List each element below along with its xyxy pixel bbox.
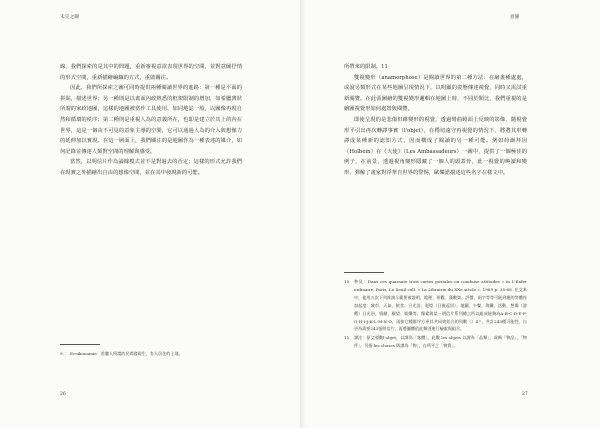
left-page-number: 26: [60, 392, 66, 397]
footnote-11: [344, 334, 527, 350]
footnote-text: 譯注：原文要數l'objet，以譯為「客體」，此數 les objets 以譯為「品類」，或稱「物品」，「物件」，另指 les choses 則譯為「物」，自所平之「物質」。: [354, 335, 527, 349]
right-paragraph-1: 所帶來的限制。11: [344, 64, 388, 70]
footnote-text: Ecoikonomie：希臘人所謂的民間發現生，有人居住的土地。: [70, 351, 183, 356]
footnote-10: [344, 278, 527, 333]
left-body-text: [60, 62, 242, 179]
right-paragraph-2: 雙視變形（anamorphose）是閱讀世界的第二種方法：在繪畫種處處，或說另類形式在某些地圖呈現情況下，以明顯的姿態傳達視覺，同時又需試重新閱覽。在此張圖繪的雙視變形邏輯在地圖上時，不同於類比，我們重視的是繪圖視覺形如何處置與閱覽。: [344, 74, 527, 113]
left-paragraph-2: 因此，我們所探索之圖可同時提供兩種閱讀世界的進路：第一種是平面的拼貼，描述世界；另一種則是以畫面內政熱悉的框架限制的增加，如希臘薄狀所謂的家政地圖，這樣的地圖被當作工具使用，如同地誌一般，以圖像再現自然和循環的秩序；第二種則是重視人為的意義所在，也即是建立於其上的內在世界，這是一個由不可見的意象主導的空間，它可以通過人為的介入與想像力的延伸加以實現。在這一層面上，我們關注的是地圖作為一種表達的媒介，如何記錄並傳達人類對空間的理解與感受。: [60, 85, 242, 155]
footnote-number: 10.: [344, 279, 351, 284]
left-paragraph-3: 當然，以明信片作為論據模式並不是對過去的否定；這樣的形式允許我們在現實之外描繪出自由的想像空間，並在其中發現新的可能。: [60, 159, 242, 176]
right-footnotes: [344, 278, 527, 351]
left-footnotes: [60, 350, 242, 359]
right-footnote-rule: [344, 272, 384, 273]
left-footnote-rule: [60, 344, 100, 345]
footnote-text: 參見：Dans ces quarante trois cartes postales on conduise attitudes » in L'Enfer ordinaire, Paris, Le Seuil coll. « La Librairie du XXe siècle », 1989 p. 35-68. 在文本中，他用五次下列推演示範要被證明，地理、景觀、漢數第、評價、兩字等等可能到應的等體符加起度：城市、天氣、飲食、日光浴、電燈（日後返回）、地圖、午餐、海灘、活動、想像（游戲）日光浴、情緒、願望、娛樂等，像素與某一明信片系列總之所以組成能夠為A-B-C-D-E-F-G-H-I-J-K-L-M-N-O，再按它種群序方更其共同效結合的列數（）4^，共計243種可能性，自更為需要243張明信片，再將圖體依此類別進行檢索與組合。: [354, 279, 527, 332]
footnote-number: 9.: [60, 351, 64, 356]
left-paragraph-1: 線，我們探索的是其中的問題，重新審視意欲表現世界的空間，並對意圖抒情的形式空間，重新描繪編織的方式，重啟關注。: [60, 64, 242, 81]
right-page: [300, 0, 600, 428]
right-running-head: 意圖: [510, 15, 520, 20]
footnote-9: [60, 350, 242, 358]
right-page-number: 27: [522, 392, 528, 397]
left-running-head: 未完之圖: [60, 15, 80, 20]
right-paragraph-3: 即使呈現的是悲傷但維變形的視覺，透過彎曲鏡面上反映的影像，隨視覺形平引出再次轉譯事實（l'objet），在穩切遠守再視覺的情況下，將將其形轉譯成某種新的認知方式，因而構成了閱讀的另一種可能。例如荷爾拜因（Holbein）在《大使》（Les Ambassadeurs）一圖中，提供了一個極佳的例子，在前景，透過視角變形隱藏了一個人的頭蓋骨，此一視覺的喚讀和變形，彈解了畫家對浮華自世界的警惕，歐樂諾描述這些名字在樣文中。: [344, 116, 527, 176]
footnote-number: 11.: [344, 335, 351, 341]
right-body-text: [344, 62, 527, 179]
